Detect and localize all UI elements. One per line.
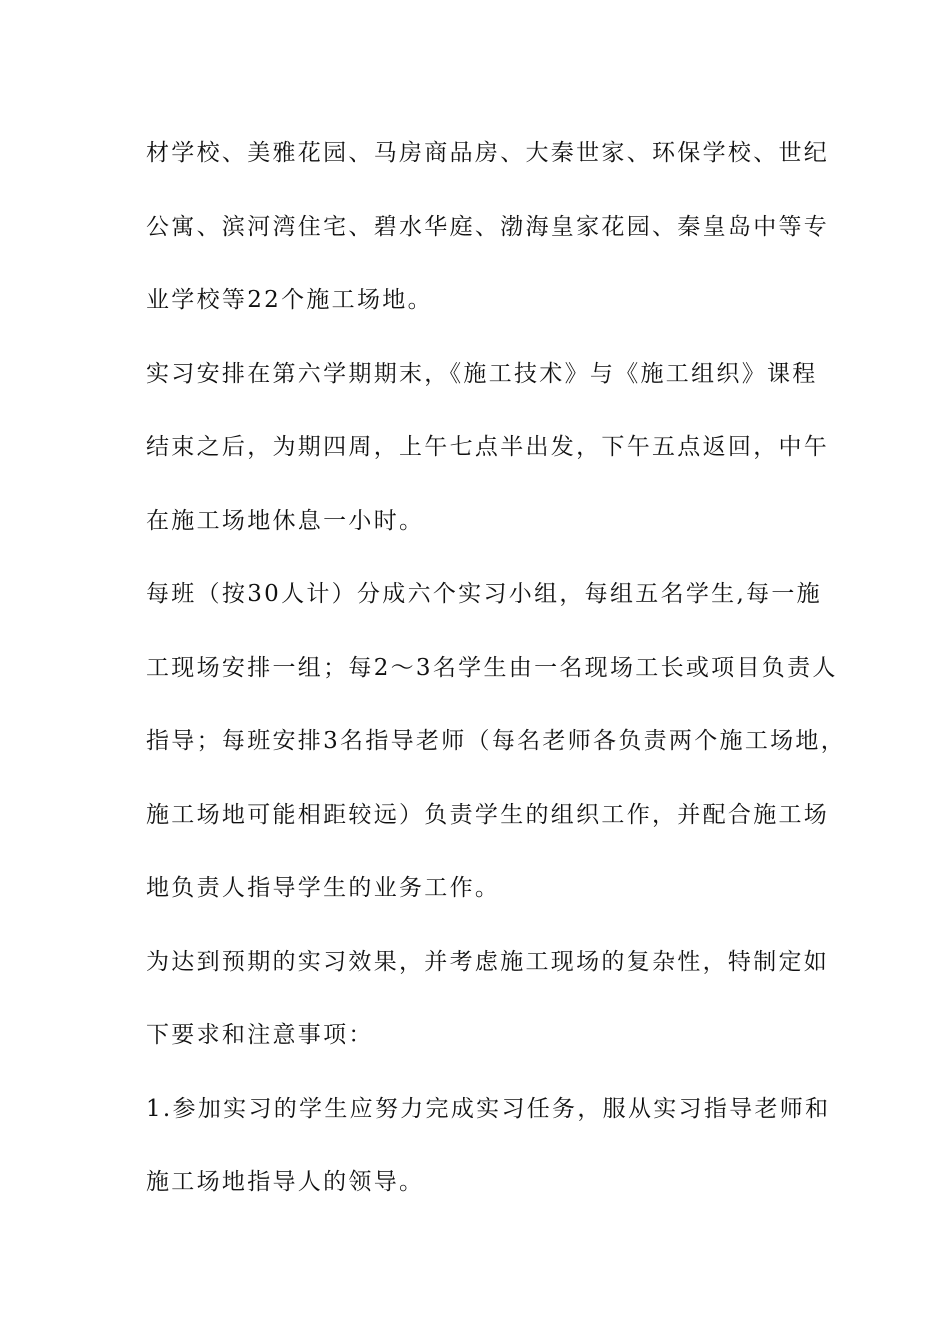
text-line: 业学校等22个施工场地。: [146, 287, 433, 313]
text-line: 工现场安排一组；每2～3名学生由一名现场工长或项目负责人: [146, 654, 838, 681]
text-line: 指导；每班安排3名指导老师（每名老师各负责两个施工场地，: [146, 728, 847, 754]
text-line: 地负责人指导学生的业务工作。: [146, 875, 501, 901]
text-line: 为达到预期的实习效果，并考虑施工现场的复杂性，特制定如: [146, 948, 830, 975]
text-line: 在施工场地休息一小时。: [146, 507, 425, 534]
text-line: 施工场地指导人的领导。: [146, 1169, 425, 1195]
text-line: 实习安排在第六学期期末，《施工技术》与《施工组织》课程: [146, 360, 818, 387]
text-line: 下要求和注意事项：: [146, 1022, 374, 1048]
text-line: 结束之后，为期四周，上午七点半出发，下午五点返回，中午: [146, 434, 830, 460]
text-line: 每班（按30人计）分成六个实习小组，每组五名学生,每一施: [146, 581, 822, 607]
text-line: 1.参加实习的学生应努力完成实习任务，服从实习指导老师和: [146, 1095, 831, 1122]
text-line: 公寓、滨河湾住宅、碧水华庭、渤海皇家花园、秦皇岛中等专: [146, 213, 830, 240]
text-line: 施工场地可能相距较远）负责学生的组织工作，并配合施工场: [146, 801, 830, 828]
text-line: 材学校、美雅花园、马房商品房、大秦世家、环保学校、世纪: [146, 140, 830, 166]
document-body: [146, 130, 847, 1233]
